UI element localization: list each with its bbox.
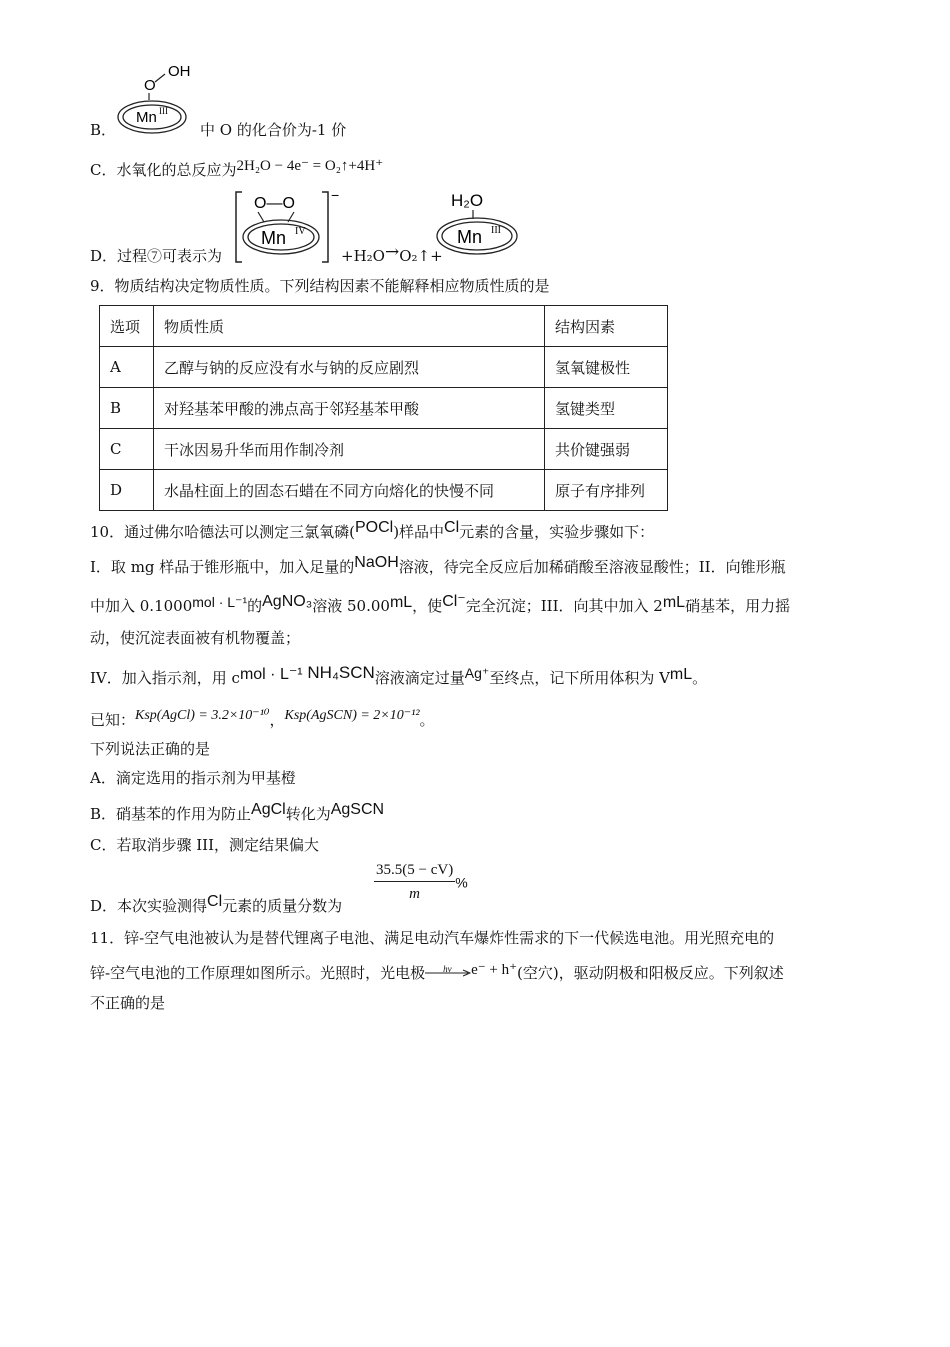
header-structure: 结构因素: [545, 306, 668, 347]
fig-ox: III: [159, 106, 168, 116]
q11-stem-1: 11．锌-空气电池被认为是替代锂离子电池、满足电动汽车爆炸性需求的下一代候选电池。用光照充电的: [90, 929, 775, 947]
table-cell: B: [100, 388, 154, 429]
q8-option-d-reaction: +H₂O→O₂↑+: [341, 242, 443, 265]
q8-option-c: C．水氧化的总反应为2H₂O − 4e⁻ = O₂↑+4H⁺: [90, 158, 384, 179]
q10-given: 已知：Ksp(AgCl) = 3.2×10⁻¹⁰，Ksp(AgSCN) = 2×10⁻¹²。: [90, 708, 435, 729]
table-cell: 原子有序排列: [545, 470, 668, 511]
fig-mn: Mn: [136, 109, 157, 126]
fig-mn: Mn: [457, 227, 483, 247]
fig-o: O: [144, 77, 156, 94]
fig-ox: IV: [295, 226, 306, 237]
q10-prompt: 下列说法正确的是: [90, 740, 211, 758]
q10-step-1: I．取 mg 样品于锥形瓶中，加入足量的NaOH溶液，待完全反应后加稀硝酸至溶液显酸性；II．向锥形瓶: [90, 554, 786, 576]
q8-option-b-text: 中 O 的化合价为-1 价: [200, 121, 347, 139]
mn4-oo-complex-figure: [232, 188, 342, 268]
table-cell: 氢氧键极性: [545, 347, 668, 388]
table-cell: 对羟基苯甲酸的沸点高于邻羟基苯甲酸: [154, 388, 545, 429]
table-cell: 氢键类型: [545, 388, 668, 429]
water-oxidation-equation: 2H₂O − 4e⁻ = O₂↑+4H⁺: [236, 158, 384, 174]
q10-option-b: B．硝基苯的作用为防止AgCl转化为AgSCN: [90, 801, 385, 823]
ksp-agcl: Ksp(AgCl) = 3.2×10⁻¹⁰: [135, 708, 270, 723]
fig-charge: −: [331, 188, 340, 203]
fig-ox: III: [491, 225, 501, 236]
header-property: 物质性质: [154, 306, 545, 347]
q9-table: [99, 305, 668, 511]
formula-denominator: m: [409, 886, 421, 902]
table-cell: 乙醇与钠的反应没有水与钠的反应剧烈: [154, 347, 545, 388]
q10-step-2: 中加入 0.1000mol · L⁻¹的AgNO₃溶液 50.00mL，使Cl⁻完全沉淀；III．向其中加入 2mL硝基苯，用力摇: [90, 593, 791, 615]
q8-option-b-label: B．: [90, 121, 117, 139]
q11-stem-2: 锌-空气电池的工作原理如图所示。光照时，光电极 hν e⁻ + h⁺(空穴)，驱动阴极和阳极反应。下列叙述: [90, 962, 784, 982]
q10-option-c: C．若取消步骤 III，测定结果偏大: [90, 836, 320, 854]
fig-oo: O—O: [254, 195, 295, 212]
table-row: [100, 388, 668, 429]
formula-numerator: 35.5(5 − cV): [374, 862, 455, 882]
hv-arrow: hν: [425, 963, 471, 983]
table-cell: 干冰因易升华而用作制冷剂: [154, 429, 545, 470]
fig-oh: OH: [168, 63, 191, 80]
q10-option-a: A．滴定选用的指示剂为甲基橙: [90, 769, 296, 787]
q10-step-2-cont: 动，使沉淀表面被有机物覆盖；: [90, 629, 301, 647]
table-row: [100, 347, 668, 388]
table-cell: D: [100, 470, 154, 511]
mass-fraction-formula: $\frac{35.5(5 - cV)}{m}$ %: [376, 862, 468, 902]
q10-step-4: IV．加入指示剂，用 cmol · L⁻¹ NH₄SCN溶液滴定过量Ag⁺至终点，记下所用体积为 VmL。: [90, 663, 708, 687]
q10-option-d: D．本次实验测得Cl元素的质量分数为: [90, 893, 343, 915]
table-row: [100, 429, 668, 470]
table-row: [100, 470, 668, 511]
table-cell: C: [100, 429, 154, 470]
table-cell: 共价键强弱: [545, 429, 668, 470]
fig-h2o: H₂O: [451, 191, 484, 210]
q9-stem: 9．物质结构决定物质性质。下列结构因素不能解释相应物质性质的是: [90, 277, 550, 295]
table-cell: A: [100, 347, 154, 388]
table-cell: 水晶柱面上的固态石蜡在不同方向熔化的快慢不同: [154, 470, 545, 511]
mn3-ooh-figure: [116, 60, 196, 140]
q10-stem: 10．通过佛尔哈德法可以测定三氯氧磷(POCl)样品中Cl元素的含量，实验步骤如下：: [90, 519, 655, 541]
mn3-h2o-figure: [435, 186, 525, 266]
fig-mn: Mn: [261, 228, 287, 248]
table-header-row: [100, 306, 668, 347]
ksp-agscn: Ksp(AgSCN) = 2×10⁻¹²: [284, 708, 420, 723]
q8-option-d-label: D．过程⑦可表示为: [90, 247, 223, 265]
q11-stem-3: 不正确的是: [90, 994, 166, 1012]
header-option: 选项: [100, 306, 154, 347]
